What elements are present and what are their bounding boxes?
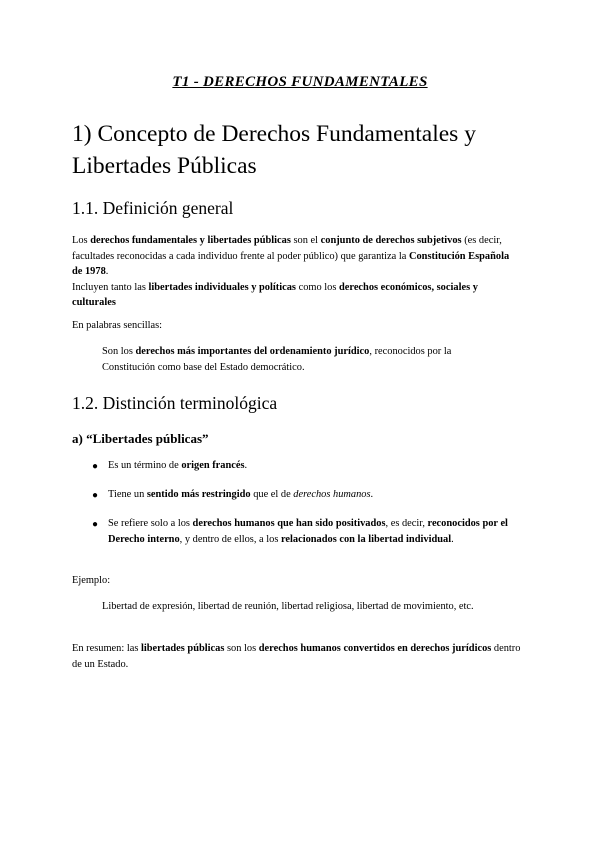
list-item: Es un término de origen francés.: [108, 460, 248, 471]
paragraph-sencillas: En palabras sencillas:: [72, 320, 163, 331]
bullet-icon: ●: [92, 490, 99, 501]
document-title: T1 - DERECHOS FUNDAMENTALES: [172, 74, 428, 90]
summary-paragraph: En resumen: las libertades públicas son los derechos humanos convertidos en derechos jurídicos dentro de un Estado.: [72, 643, 521, 670]
bullet-icon: ●: [92, 461, 99, 472]
indented-quote: Son los derechos más importantes del ordenamiento jurídico, reconocidos por la Constitución como base del Estado democrático.: [102, 346, 452, 373]
list-item: Tiene un sentido más restringido que el de derechos humanos.: [108, 489, 374, 500]
main-heading: 1) Concepto de Derechos Fundamentales y Libertades Públicas: [72, 121, 476, 179]
example-label: Ejemplo:: [72, 575, 111, 586]
list-item: Se refiere solo a los derechos humanos que han sido positivados, es decir, reconocidos por el Derecho interno, y dentro de ellos, a los relacionados con la libertad individual.: [108, 518, 508, 545]
subheading-libertades-publicas: a) “Libertades públicas”: [72, 431, 209, 446]
section-heading-definicion: 1.1. Definición general: [72, 198, 234, 218]
example-text: Libertad de expresión, libertad de reunión, libertad religiosa, libertad de movimiento, etc.: [102, 601, 474, 612]
section-heading-distincion: 1.2. Distinción terminológica: [72, 393, 278, 413]
bullet-icon: ●: [92, 519, 99, 530]
paragraph-definicion: Los derechos fundamentales y libertades públicas son el conjunto de derechos subjetivos (es decir, facultades reconocidas a cada individuo frente al poder público) que garantiza la Constitución Española de 1978. Incluyen tanto las libertades individuales y políticas como los derechos económicos, sociales y culturales: [72, 235, 510, 308]
